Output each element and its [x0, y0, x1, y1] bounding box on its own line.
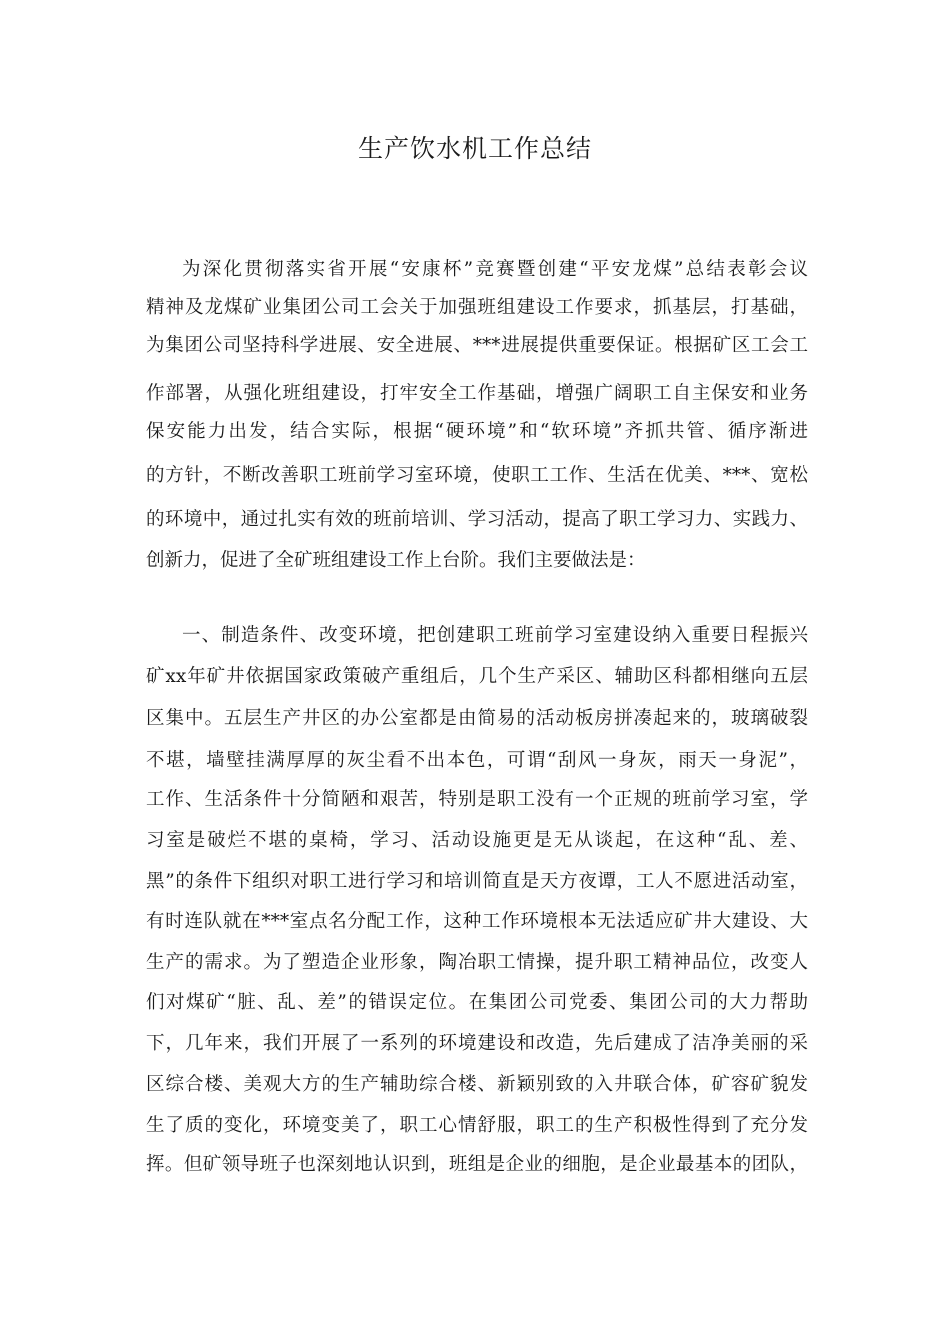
paragraph-line: 黑”的条件下组织对职工进行学习和培训简直是天方夜谭，工人不愿进活动室， — [146, 871, 808, 892]
paragraph-line: 的环境中，通过扎实有效的班前培训、学习活动，提高了职工学习力、实践力、 — [146, 509, 808, 530]
paragraph-line: 习室是破烂不堪的桌椅，学习、活动设施更是无从谈起，在这种“乱、差、 — [146, 830, 808, 851]
paragraph-line: 区集中。五层生产井区的办公室都是由简易的活动板房拼凑起来的，玻璃破裂 — [146, 708, 808, 729]
paragraph-line: 保安能力出发，结合实际，根据“硬环境”和“软环境”齐抓共管、循序渐进 — [146, 421, 808, 442]
paragraph-line: 作部署，从强化班组建设，打牢安全工作基础，增强广阔职工自主保安和业务 — [146, 383, 808, 404]
paragraph-line: 们对煤矿“脏、乱、差”的错误定位。在集团公司党委、集团公司的大力帮助 — [146, 992, 808, 1013]
document-title: 生产饮水机工作总结 — [357, 134, 592, 163]
paragraph-line: 矿xx年矿井依据国家政策破产重组后，几个生产采区、辅助区科都相继向五层 — [146, 666, 808, 687]
paragraph-line: 工作、生活条件十分简陋和艰苦，特别是职工没有一个正规的班前学习室，学 — [146, 789, 808, 810]
paragraph-line: 为深化贯彻落实省开展“安康杯”竞赛暨创建“平安龙煤”总结表彰会议 — [182, 259, 808, 280]
paragraph-line: 一、制造条件、改变环境，把创建职工班前学习室建设纳入重要日程振兴 — [182, 625, 808, 646]
paragraph-line: 的方针，不断改善职工班前学习室环境，使职工工作、生活在优美、***、宽松 — [146, 465, 808, 486]
paragraph-line: 挥。但矿领导班子也深刻地认识到，班组是企业的细胞，是企业最基本的团队， — [146, 1154, 808, 1175]
paragraph-line: 有时连队就在***室点名分配工作，这种工作环境根本无法适应矿井大建设、大 — [146, 911, 808, 932]
paragraph-line: 为集团公司坚持科学进展、安全进展、***进展提供重要保证。根据矿区工会工 — [146, 335, 808, 356]
paragraph-line: 生产的需求。为了塑造企业形象，陶冶职工情操，提升职工精神品位，改变人 — [146, 952, 808, 973]
paragraph-line: 创新力，促进了全矿班组建设工作上台阶。我们主要做法是： — [146, 550, 646, 571]
paragraph-line: 生了质的变化，环境变美了，职工心情舒服，职工的生产积极性得到了充分发 — [146, 1115, 808, 1136]
paragraph-line: 区综合楼、美观大方的生产辅助综合楼、新颖别致的入井联合体，矿容矿貌发 — [146, 1074, 808, 1095]
paragraph-line: 下，几年来，我们开展了一系列的环境建设和改造，先后建成了洁净美丽的采 — [146, 1033, 808, 1054]
paragraph-line: 精神及龙煤矿业集团公司工会关于加强班组建设工作要求，抓基层，打基础， — [146, 297, 808, 318]
paragraph-line: 不堪，墙壁挂满厚厚的灰尘看不出本色，可谓“刮风一身灰，雨天一身泥”， — [146, 750, 808, 771]
